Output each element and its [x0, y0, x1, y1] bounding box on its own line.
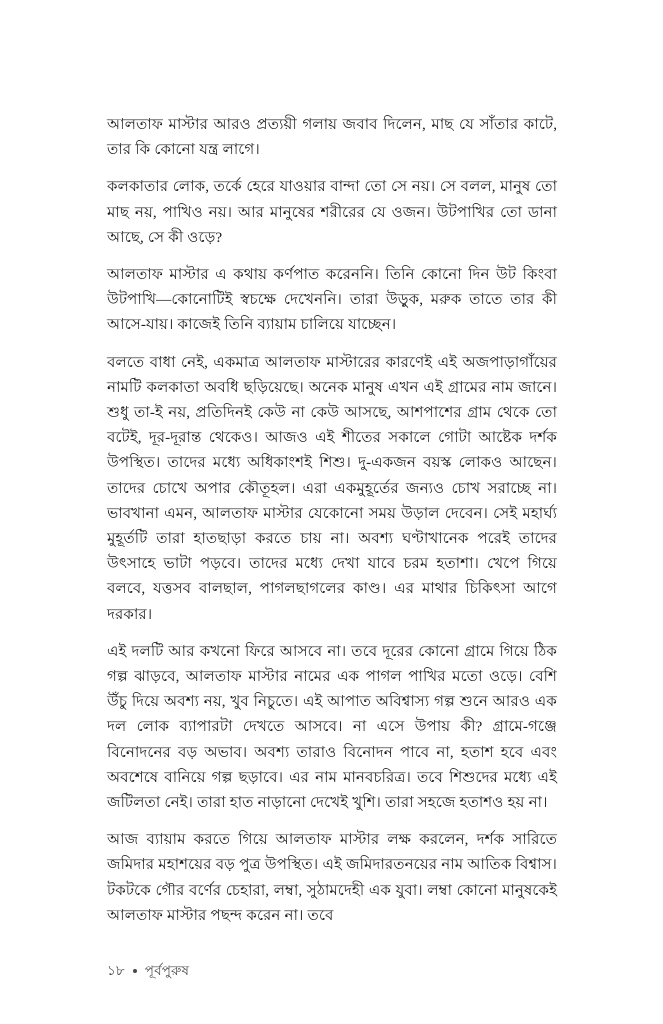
bullet-separator-icon [133, 969, 137, 973]
body-paragraph: আলতাফ মাস্টার আরও প্রত্যয়ী গলায় জবাব দিলেন, মাছ যে সাঁতার কাটে, তার কি কোনো যন্ত্র লাগে। [107, 116, 557, 159]
body-paragraph: আজ ব্যায়াম করতে গিয়ে আলতাফ মাস্টার লক্ষ করলেন, দর্শক সারিতে জমিদার মহাশয়ের বড় পুত্র উপস্থিত। এই জমিদারতনয়ের নাম আতিক বিশ্বাস। টকটকে গৌর বর্ণের চেহারা, লম্বা, সুঠামদেহী এক যুবা। লম্বা কোনো মানুষকেই আলতাফ মাস্টার পছন্দ করেন না। তবে [107, 831, 557, 924]
page-number: ১৮ [107, 963, 125, 978]
page-text-column [107, 112, 557, 928]
book-title: পূর্বপুরুষ [144, 963, 190, 978]
body-paragraph: আলতাফ মাস্টার এ কথায় কর্ণপাত করেননি। তিনি কোনো দিন উট কিংবা উটপাখি—কোনোটিই স্বচক্ষে দেখেননি। তারা উড়ুক, মরুক তাতে তার কী আসে-যায়। কাজেই তিনি ব্যায়াম চালিয়ে যাচ্ছেন। [107, 266, 557, 334]
page-footer [107, 962, 189, 980]
body-paragraph: বলতে বাধা নেই, একমাত্র আলতাফ মাস্টারের কারণেই এই অজপাড়াগাঁয়ের নামটি কলকাতা অবধি ছড়িয়েছে। অনেক মানুষ এখন এই গ্রামের নাম জানে। শুধু তা-ই নয়, প্রতিদিনই কেউ না কেউ আসছে, আশপাশের গ্রাম থেকে তো বটেই, দূর-দূরান্ত থেকেও। আজও এই শীতের সকালে গোটা আষ্টেক দর্শক উপস্থিত। তাদের মধ্যে অধিকাংশই শিশু। দু-একজন বয়স্ক লোকও আছেন। তাদের চোখে অপার কৌতূহল। এরা একমুহূর্তের জন্যও চোখ সরাচ্ছে না। ভাবখানা এমন, আলতাফ মাস্টার যেকোনো সময় উড়াল দেবেন। সেই মহার্ঘ্য মুহূর্তটি তারা হাতছাড়া করতে চায় না। অবশ্য ঘণ্টাখানেক পরেই তাদের উৎসাহে ভাটা পড়বে। তাদের মধ্যে দেখা যাবে চরম হতাশা। খেপে গিয়ে বলবে, যত্তসব বালছাল, পাগলছাগলের কাণ্ড। এর মাথার চিকিৎসা আগে দরকার। [107, 353, 557, 623]
body-paragraph: কলকাতার লোক, তর্কে হেরে যাওয়ার বান্দা তো সে নয়। সে বলল, মানুষ তো মাছ নয়, পাখিও নয়। আর মানুষের শরীরের যে ওজন। উটপাখির তো ডানা আছে, সে কী ওড়ে? [107, 178, 557, 246]
body-paragraph: এই দলটি আর কখনো ফিরে আসবে না। তবে দূরের কোনো গ্রামে গিয়ে ঠিক গল্প ঝাড়বে, আলতাফ মাস্টার নামের এক পাগল পাখির মতো ওড়ে। বেশি উঁচু দিয়ে অবশ্য নয়, খুব নিচুতে। এই আপাত অবিশ্বাস্য গল্প শুনে আরও এক দল লোক ব্যাপারটা দেখতে আসবে। না এসে উপায় কী? গ্রামে-গঞ্জে বিনোদনের বড় অভাব। অবশ্য তারাও বিনোদন পাবে না, হতাশ হবে এবং অবশেষে বানিয়ে গল্প ছড়াবে। এর নাম মানবচরিত্র। তবে শিশুদের মধ্যে এই জটিলতা নেই। তারা হাত নাড়ানো দেখেই খুশি। তারা সহজে হতাশও হয় না। [107, 642, 557, 812]
